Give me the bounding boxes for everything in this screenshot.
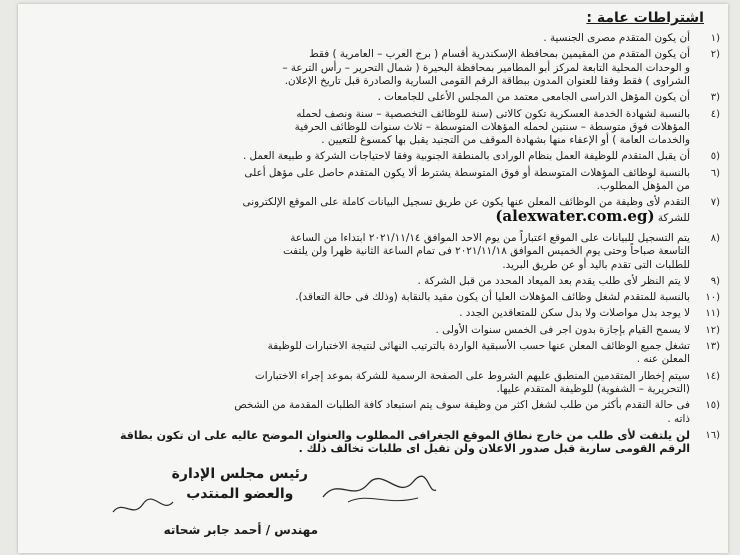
- item-number: ١١): [705, 308, 720, 320]
- item-text: ذاته .: [667, 412, 690, 425]
- item-line: [418, 275, 691, 288]
- item-line: [255, 370, 690, 383]
- item-number: ٤): [710, 108, 720, 120]
- item-text: المؤهلات فوق متوسطة – سنتين لحمله المؤهلات المتوسطة – ثلاث سنوات للوظائف الحرفية: [294, 120, 690, 133]
- item-number: ٨): [710, 232, 720, 244]
- item-text: أن يكون المؤهل الدراسى الجامعى معتمد من المجلس الأعلى للجامعات .: [377, 91, 690, 104]
- item-number: ٥): [710, 151, 720, 163]
- item-text: (التحريرية – الشفوية) للوظيفة المتقدم عليها.: [496, 382, 690, 395]
- signatory-title-line1: رئيس مجلس الإدارة: [171, 466, 308, 482]
- item-text: يتم التسجيل للبيانات على الموقع اعتباراً من يوم الاحد الموافق ٢٠٢١/١١/١٤ ابتداءا من الساعة: [290, 231, 690, 244]
- item-line: [321, 134, 690, 147]
- item-text: المعلن عنه .: [636, 353, 690, 366]
- item-line: [268, 340, 690, 353]
- item-text: أن يقبل المتقدم للوظيفة العمل بنظام الورادى بالمنطقة الجنوبية وفقا لاحتياجات الشركة و طبيعة العمل .: [242, 150, 690, 163]
- item-number: ١٦): [705, 429, 720, 441]
- item-number: ٩): [710, 275, 720, 287]
- item-line: [436, 324, 691, 337]
- conditions-list: [18, 4, 728, 553]
- signatory-title-line2: والعضو المنتدب: [186, 486, 294, 502]
- item-line: [282, 62, 690, 75]
- item-text: التقدم لأى وظيفة من الوظائف المعلن عنها يكون عن طريق تسجيل البيانات كاملة على الموقع الإلكترونى: [242, 196, 690, 209]
- item-text: سيتم إخطار المتقدمين المنطبق عليهم الشروط على الصفحة الرسمية للشركة بموعد إجراء الاختبارات: [254, 369, 690, 382]
- item-line: [495, 206, 690, 225]
- document-page: [18, 4, 728, 553]
- item-text: بالنسبة للمتقدم لشغل وظائف المؤهلات العليا أن يكون مقيد بالنقابة (وذلك فى حالة التعاقد).: [295, 291, 690, 304]
- item-line: [234, 399, 690, 412]
- item-line: [120, 429, 690, 442]
- item-number: ١٤): [705, 370, 720, 382]
- item-line: [296, 108, 690, 121]
- item-number: ١): [710, 33, 720, 44]
- signatory-name: مهندس / أحمد جابر شحاته: [163, 523, 318, 537]
- item-text: و الوحدات المحلية التابعة لمركز أبو المطامير بمحافظة البحيرة ( شمال التحرير – رأس الترعة –: [282, 61, 690, 74]
- item-line: [243, 150, 690, 163]
- item-number: ١٥): [705, 400, 720, 412]
- item-text: للشركة: [657, 211, 690, 224]
- item-text: بالنسبة لوظائف المؤهلات المتوسطة أو فوق المتوسطة يشترط ألا يكون المتقدم حاصل على مؤهل أعلى: [244, 166, 690, 179]
- item-line: [299, 442, 690, 455]
- item-number: ١٠): [705, 292, 720, 304]
- item-line: [597, 180, 690, 193]
- signatory-title: [172, 464, 308, 504]
- item-text: لا يتم النظر لأى طلب يقدم بعد الميعاد المحدد من قبل الشركة .: [417, 274, 690, 287]
- item-line: [283, 245, 690, 258]
- item-text: لن يلتفت لأى طلب من خارج نطاق الموقع الجغرافى المطلوب والعنوان الموضح عاليه على ان تكون بطاقة: [120, 428, 690, 442]
- signature-right: [318, 472, 438, 512]
- item-line: [667, 413, 690, 426]
- item-line: [637, 353, 690, 366]
- item-text: فى حالة التقدم بأكثر من طلب لشغل اكثر من وظيفة سوف يتم استبعاد كافة الطلبات المقدمة من الشخص: [234, 399, 690, 412]
- item-line: [459, 307, 690, 320]
- item-text: الرقم القومى سارية قبل صدور الاعلان ولن تقبل اى طلبات تخالف ذلك .: [298, 442, 690, 456]
- item-line: [378, 91, 690, 104]
- item-line: [543, 32, 690, 45]
- item-number: ٣): [710, 92, 720, 104]
- item-text: بالنسبة لشهادة الخدمة العسكرية تكون كالاتى (سنة للوظائف التخصصية – سنة ونصف لحمله: [296, 107, 690, 120]
- item-text: للطلبات التى تقدم باليد أو عن طريق البريد.: [502, 258, 690, 271]
- item-text: من المؤهل المطلوب.: [596, 180, 690, 192]
- item-number: ١٣): [705, 341, 720, 352]
- item-number: ٦): [710, 167, 720, 179]
- item-text: والخدمات العامة ) أو الإعفاء منها بشهادة الموقف من التجنيد يقبل بها كمسوغ للتعيين .: [321, 134, 690, 147]
- item-number: ٧): [710, 197, 720, 209]
- item-text: أن يكون المتقدم من المقيمين بمحافظة الإسكندرية أقسام ( برج العرب – العامرية ) فقط: [309, 48, 690, 61]
- item-text: لا يوجد بدل مواصلات ولا بدل سكن للمتعاقدين الجدد .: [459, 307, 690, 320]
- item-text: لا يسمح القيام بإجازة بدون اجر فى الخمس سنوات الأولى .: [435, 323, 690, 336]
- item-line: [295, 291, 690, 304]
- item-line: [496, 383, 690, 396]
- item-line: [309, 48, 690, 61]
- item-line: [502, 259, 690, 272]
- item-number: ١٢): [705, 324, 720, 336]
- item-line: [295, 121, 690, 134]
- item-text: أن يكون المتقدم مصرى الجنسية .: [543, 32, 690, 44]
- item-line: [244, 167, 690, 180]
- item-text: الشراوى ) فقط وفقا للعنوان المدون ببطاقة الرقم القومى السارية والصادرة قبل تاريخ الإعلان.: [284, 74, 690, 87]
- item-line: [285, 75, 690, 88]
- website-link[interactable]: (alexwater.com.eg): [495, 206, 655, 225]
- item-text: التاسعة صباحاً وحتى يوم الخميس الموافق ٢٠٢١/١١/١٨ فى تمام الساعة الثانية ظهرا ولن يلتفت: [282, 245, 690, 258]
- signature-left: [108, 494, 178, 524]
- item-line: [290, 232, 690, 245]
- heading: اشتراطات عامة :: [586, 10, 704, 26]
- item-text: تشغل جميع الوظائف المعلن عنها حسب الأسبقية الواردة بالترتيب النهائى لنتيجة الاختبارات للوظيفة: [267, 340, 690, 352]
- item-number: ٢): [710, 49, 720, 61]
